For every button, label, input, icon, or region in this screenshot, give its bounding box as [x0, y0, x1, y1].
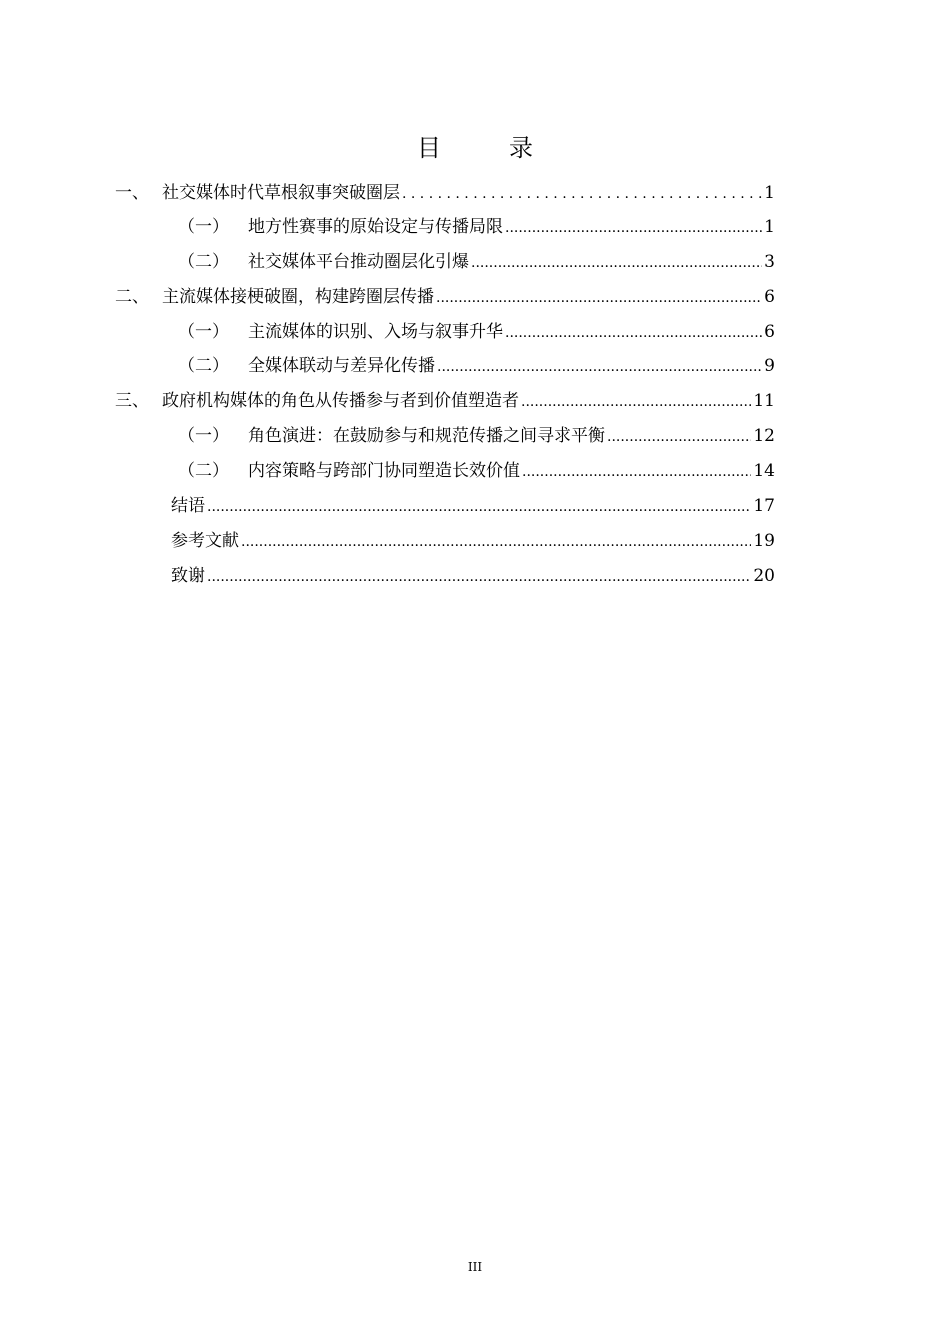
- toc-entry-page: 19: [753, 531, 775, 551]
- toc-leader-dots: [402, 182, 762, 206]
- toc-entry-number: （一）: [178, 426, 229, 446]
- toc-entry-number: （二）: [178, 356, 229, 376]
- toc-entry-page: 6: [764, 322, 775, 342]
- toc-entry-number: （一）: [178, 217, 229, 237]
- toc-entry-page: 1: [764, 183, 775, 203]
- toc-entry-title: 参考文献: [171, 531, 239, 551]
- toc-entry-section-2-1[interactable]: [178, 320, 775, 344]
- toc-entry-references[interactable]: [171, 529, 775, 553]
- toc-leader-dots: [437, 355, 762, 379]
- toc-entry-page: 1: [764, 217, 775, 237]
- toc-entry-page: 6: [764, 287, 775, 307]
- toc-leader-dots: [521, 390, 751, 414]
- toc-entry-title: 角色演进：在鼓励参与和规范传播之间寻求平衡: [248, 426, 605, 446]
- toc-leader-dots: [607, 425, 751, 449]
- toc-entry-number: 三、: [115, 391, 149, 411]
- toc-entry-section-1-1[interactable]: [178, 215, 775, 239]
- toc-entry-title: 政府机构媒体的角色从传播参与者到价值塑造者: [162, 391, 519, 411]
- toc-leader-dots: [241, 530, 751, 554]
- toc-entry-title: 地方性赛事的原始设定与传播局限: [248, 217, 503, 237]
- toc-entry-title: 内容策略与跨部门协同塑造长效价值: [248, 461, 520, 481]
- page-number: III: [467, 1260, 483, 1274]
- toc-entry-page: 3: [764, 252, 775, 272]
- toc-entry-section-3-2[interactable]: [178, 459, 775, 483]
- toc-title: 目 录: [417, 134, 555, 162]
- toc-entry-title: 致谢: [171, 566, 205, 586]
- toc-entry-page: 9: [764, 356, 775, 376]
- toc-entry-section-1-2[interactable]: [178, 250, 775, 274]
- toc-entry-title: 社交媒体时代草根叙事突破圈层: [162, 183, 400, 203]
- toc-entry-number: 一、: [115, 183, 149, 203]
- toc-leader-dots: [207, 495, 751, 519]
- toc-entry-chapter-1[interactable]: [115, 181, 775, 205]
- toc-entry-title: 社交媒体平台推动圈层化引爆: [248, 252, 469, 272]
- toc-entry-title: 主流媒体接梗破圈，构建跨圈层传播: [162, 287, 434, 307]
- toc-entry-page: 11: [753, 391, 775, 411]
- toc-entry-title: 主流媒体的识别、入场与叙事升华: [248, 322, 503, 342]
- toc-entry-section-3-1[interactable]: [178, 424, 775, 448]
- toc-leader-dots: [505, 321, 762, 345]
- toc-entry-number: （二）: [178, 252, 229, 272]
- toc-entry-section-2-2[interactable]: [178, 354, 775, 378]
- toc-entry-chapter-3[interactable]: [115, 389, 775, 413]
- toc-entry-number: （二）: [178, 461, 229, 481]
- toc-leader-dots: [436, 286, 762, 310]
- toc-entry-conclusion[interactable]: [171, 494, 775, 518]
- toc-entry-page: 20: [753, 566, 775, 586]
- toc-entry-title: 全媒体联动与差异化传播: [248, 356, 435, 376]
- toc-leader-dots: [471, 251, 762, 275]
- toc-entry-number: 二、: [115, 287, 149, 307]
- toc-entry-number: （一）: [178, 322, 229, 342]
- toc-leader-dots: [522, 460, 751, 484]
- toc-entry-page: 12: [753, 426, 775, 446]
- toc-entry-chapter-2[interactable]: [115, 285, 775, 309]
- toc-leader-dots: [505, 216, 762, 240]
- toc-entry-page: 14: [753, 461, 775, 481]
- toc-entry-page: 17: [753, 496, 775, 516]
- toc-leader-dots: [207, 565, 751, 589]
- toc-entry-title: 结语: [171, 496, 205, 516]
- toc-entry-acknowledgements[interactable]: [171, 564, 775, 588]
